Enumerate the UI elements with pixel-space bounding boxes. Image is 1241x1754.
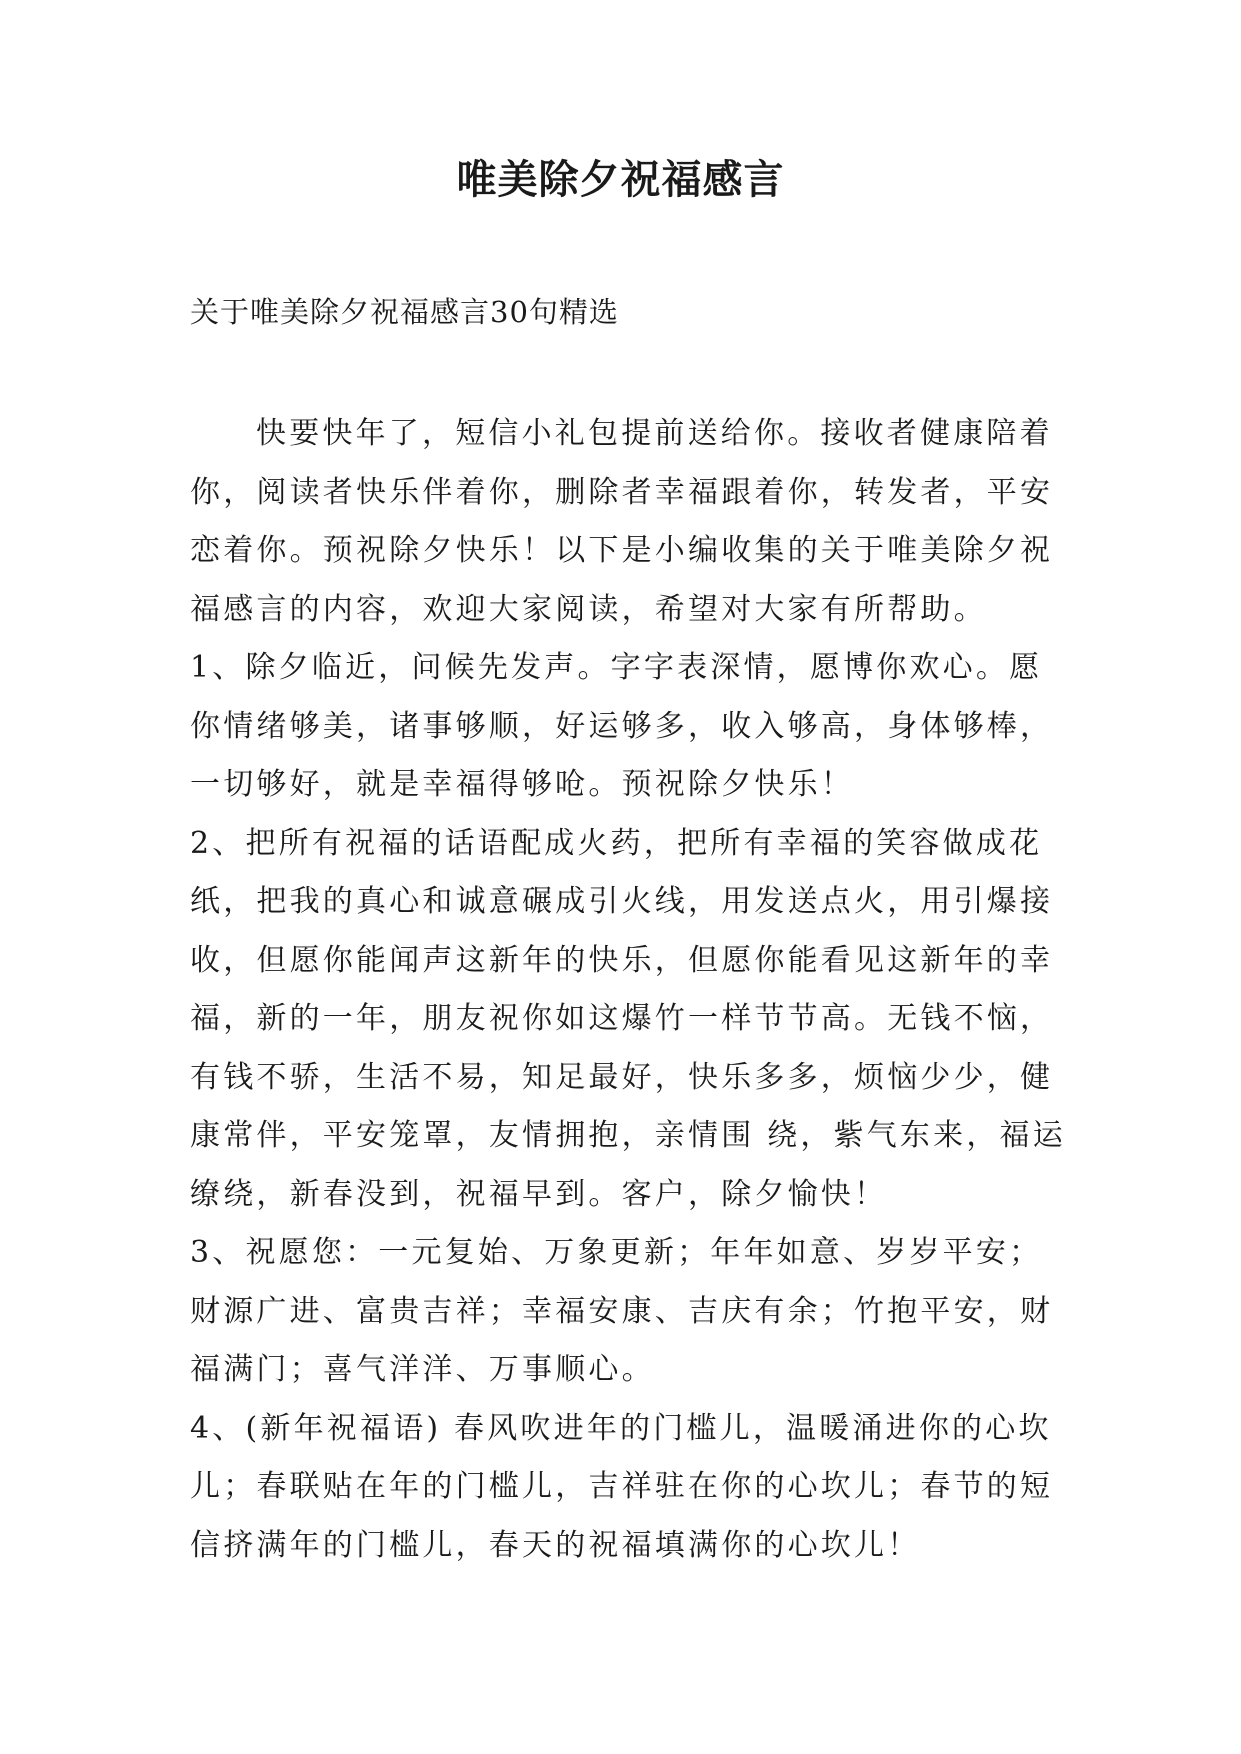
- blessing-item-1: 1、除夕临近，问候先发声。字字表深情，愿博你欢心。愿你情绪够美，诸事够顺，好运够多，收入够高，身体够棒，一切够好，就是幸福得够呛。预祝除夕快乐！: [190, 650, 1054, 802]
- intro-paragraph: 快要快年了，短信小礼包提前送给你。接收者健康陪着你，阅读者快乐伴着你，删除者幸福跟着你，转发者，平安恋着你。预祝除夕快乐！以下是小编收集的关于唯美除夕祝福感言的内容，欢迎大家阅读，希望对大家有所帮助。: [190, 416, 1054, 627]
- article-body: [190, 405, 1070, 1575]
- subtitle: 关于唯美除夕祝福感言30句精选: [190, 295, 619, 329]
- blessing-item-3: 3、祝愿您：一元复始、万象更新；年年如意、岁岁平安；财源广进、富贵吉祥；幸福安康、吉庆有余；竹抱平安，财福满门；喜气洋洋、万事顺心。: [190, 1235, 1054, 1387]
- blessing-item-2: 2、把所有祝福的话语配成火药，把所有幸福的笑容做成花纸，把我的真心和诚意碾成引火线，用发送点火，用引爆接收，但愿你能闻声这新年的快乐，但愿你能看见这新年的幸福，新的一年，朋友祝你如这爆竹一样节节高。无钱不恼，有钱不骄，生活不易，知足最好，快乐多多，烦恼少少，健康常伴，平安笼罩，友情拥抱，亲情围 绕，紫气东来，福运缭绕，新春没到，祝福早到。客户，除夕愉快！: [190, 825, 1066, 1212]
- page-title: 唯美除夕祝福感言: [456, 157, 785, 203]
- blessing-item-4: 4、(新年祝福语) 春风吹进年的门槛儿，温暖涌进你的心坎儿；春联贴在年的门槛儿，吉祥驻在你的心坎儿；春节的短信挤满年的门槛儿，春天的祝福填满你的心坎儿！: [190, 1410, 1054, 1563]
